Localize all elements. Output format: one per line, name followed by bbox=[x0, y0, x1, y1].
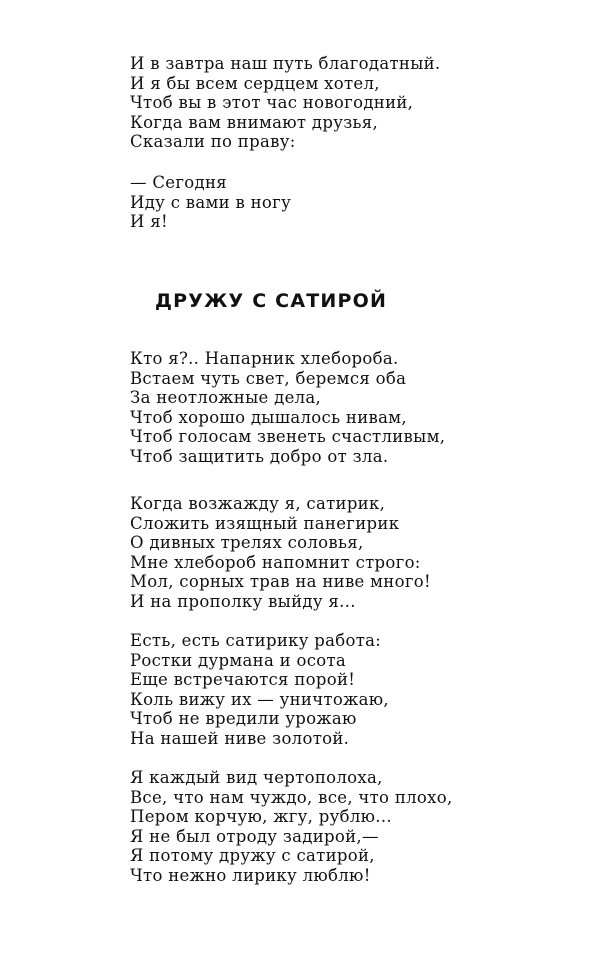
poem-line: Что нежно лирику люблю! bbox=[130, 865, 371, 885]
poem-line: Мол, сорных трав на ниве много! bbox=[130, 572, 431, 592]
poem-line: И в завтра наш путь благодатный. bbox=[130, 54, 441, 73]
poem-line: Есть, есть сатирику работа: bbox=[130, 631, 382, 650]
poem-line: За неотложные дела, bbox=[130, 388, 322, 408]
poem-line: Сказали по праву: bbox=[130, 132, 296, 152]
poem-line: О дивных трелях соловья, bbox=[130, 533, 364, 553]
poem-line: Еще встречаются порой! bbox=[130, 670, 356, 690]
poem-line: Ростки дурмана и осота bbox=[130, 650, 347, 670]
poem-stanza-2 bbox=[130, 494, 570, 612]
poem-line: Чтоб голосам звенеть счастливым, bbox=[130, 427, 446, 447]
poem-line: Все, что нам чуждо, все, что плохо, bbox=[130, 787, 453, 807]
poem-stanza-4 bbox=[130, 768, 570, 886]
poem-line: На нашей ниве золотой. bbox=[130, 728, 350, 748]
poem-line: Я не был отроду задирой,— bbox=[130, 826, 379, 846]
intro-stanza-2 bbox=[130, 173, 570, 232]
poem-line: Когда возжажду я, сатирик, bbox=[130, 494, 386, 513]
poem-line: Мне хлебороб напомнит строго: bbox=[130, 552, 421, 572]
poem-line: Кто я?.. Напарник хлебороба. bbox=[130, 349, 399, 368]
poem-line: Сложить изящный панегирик bbox=[130, 513, 400, 533]
poem-line: И на прополку выйду я... bbox=[130, 591, 356, 611]
poem-line: Я каждый вид чертополоха, bbox=[130, 768, 383, 787]
poem-line: И я бы всем сердцем хотел, bbox=[130, 73, 380, 93]
intro-stanza-1 bbox=[130, 54, 570, 152]
poem-line: Встаем чуть свет, беремся оба bbox=[130, 368, 407, 388]
poem-line: Пером корчую, жгу, рублю... bbox=[130, 807, 392, 827]
poem-line: Чтоб защитить добро от зла. bbox=[130, 446, 389, 466]
poem-line: Когда вам внимают друзья, bbox=[130, 112, 379, 132]
poem-line: Чтоб вы в этот час новогодний, bbox=[130, 93, 414, 113]
poem-line: Чтоб хорошо дышалось нивам, bbox=[130, 407, 407, 427]
poem-line: Чтоб не вредили урожаю bbox=[130, 709, 357, 729]
poem-line: Коль вижу их — уничтожаю, bbox=[130, 689, 389, 709]
poem-title: ДРУЖУ С САТИРОЙ bbox=[155, 290, 388, 312]
poem-line: Я потому дружу с сатирой, bbox=[130, 846, 375, 866]
poem-line: И я! bbox=[130, 212, 168, 232]
poem-line: Иду с вами в ногу bbox=[130, 192, 292, 212]
poem-line: — Сегодня bbox=[130, 173, 227, 192]
poem-stanza-3 bbox=[130, 631, 570, 749]
poem-stanza-1 bbox=[130, 349, 570, 467]
